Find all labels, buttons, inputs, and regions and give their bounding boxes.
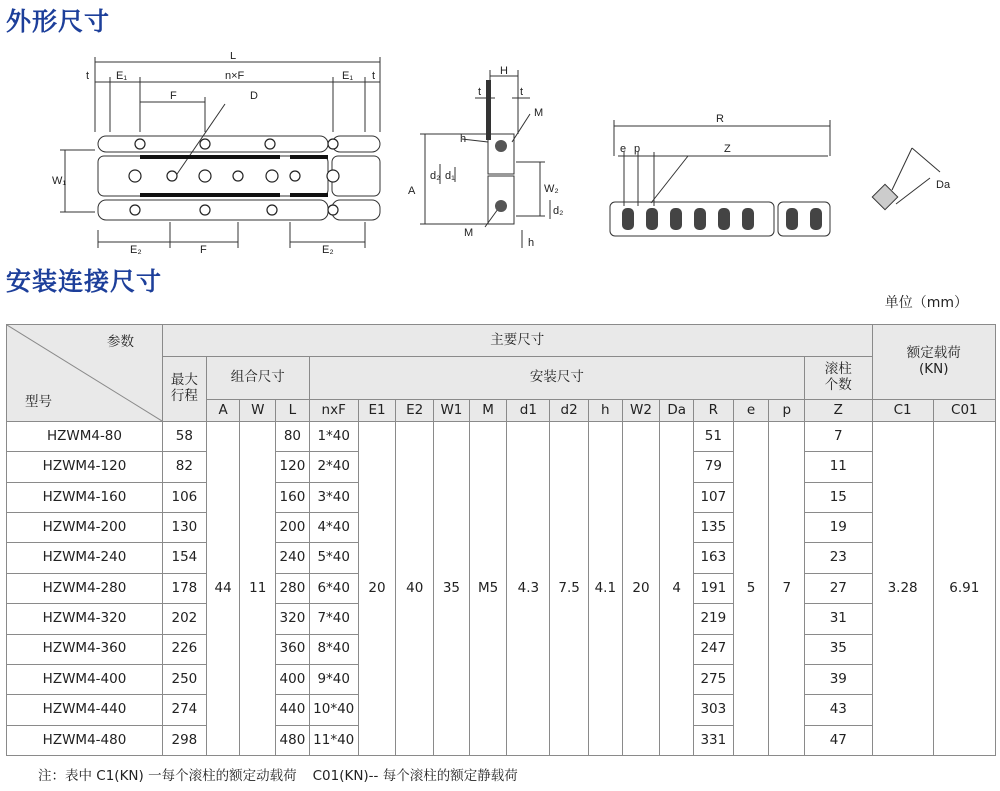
- label-A: A: [408, 185, 416, 197]
- header-combo: 组合尺寸: [206, 357, 309, 400]
- label-Da: Da: [936, 179, 951, 191]
- subheader-e: e: [733, 400, 769, 422]
- cell-stroke: 202: [162, 604, 206, 634]
- subheader-w1: W1: [434, 400, 470, 422]
- footnote-c1: 注：表中 C1(KN) 一每个滚柱的额定动载荷: [38, 768, 297, 784]
- label-F-bottom: F: [200, 244, 207, 256]
- cell-stroke: 298: [162, 725, 206, 755]
- cell-l: 360: [276, 634, 310, 664]
- cell-d1: 4.3: [507, 422, 550, 756]
- cell-z: 11: [805, 452, 872, 482]
- cell-da: 4: [660, 422, 694, 756]
- label-t-side-right: t: [520, 86, 524, 98]
- cell-r: 331: [693, 725, 733, 755]
- cell-model: HZWM4-80: [7, 422, 163, 452]
- cell-z: 7: [805, 422, 872, 452]
- cell-l: 320: [276, 604, 310, 634]
- cell-stroke: 58: [162, 422, 206, 452]
- cell-nxf: 5*40: [309, 543, 358, 573]
- cell-nxf: 6*40: [309, 573, 358, 603]
- roller-diameter-diagram: [868, 140, 968, 230]
- subheader-m: M: [469, 400, 507, 422]
- cell-nxf: 2*40: [309, 452, 358, 482]
- cell-c1: 3.28: [872, 422, 933, 756]
- cell-nxf: 10*40: [309, 695, 358, 725]
- cell-z: 27: [805, 573, 872, 603]
- cell-stroke: 274: [162, 695, 206, 725]
- label-W1: W₁: [52, 175, 67, 187]
- cell-l: 440: [276, 695, 310, 725]
- label-R: R: [716, 113, 724, 125]
- cell-e1: 20: [358, 422, 396, 756]
- corner-model-label: 型号: [25, 394, 52, 411]
- label-M-bottom: M: [464, 227, 474, 239]
- cell-e: 5: [733, 422, 769, 756]
- cell-r: 247: [693, 634, 733, 664]
- label-d2-left: d₂: [430, 170, 441, 182]
- subheader-h: h: [589, 400, 623, 422]
- cell-l: 400: [276, 664, 310, 694]
- label-M-top: M: [534, 107, 544, 119]
- cell-model: HZWM4-240: [7, 543, 163, 573]
- corner-param-label: 参数: [106, 334, 134, 350]
- cell-z: 23: [805, 543, 872, 573]
- label-Z: Z: [724, 143, 731, 155]
- cell-w: 11: [240, 422, 276, 756]
- cell-r: 219: [693, 604, 733, 634]
- cell-r: 51: [693, 422, 733, 452]
- cell-nxf: 7*40: [309, 604, 358, 634]
- header-rated: 额定载荷 (KN): [872, 325, 995, 400]
- section-title-install: 安装连接尺寸: [6, 267, 163, 296]
- label-W2: W₂: [544, 183, 559, 195]
- cell-p: 7: [769, 422, 805, 756]
- cell-model: HZWM4-400: [7, 664, 163, 694]
- cell-r: 163: [693, 543, 733, 573]
- cell-nxf: 9*40: [309, 664, 358, 694]
- cell-r: 191: [693, 573, 733, 603]
- cell-model: HZWM4-320: [7, 604, 163, 634]
- cell-l: 280: [276, 573, 310, 603]
- label-p: p: [634, 143, 641, 155]
- label-E1-right: E₁: [342, 70, 354, 82]
- cell-nxf: 8*40: [309, 634, 358, 664]
- header-rollers: 滚柱 个数: [805, 357, 872, 400]
- cell-w1: 35: [434, 422, 470, 756]
- cell-r: 135: [693, 513, 733, 543]
- footnote-c01: C01(KN)-- 每个滚柱的额定静载荷: [312, 768, 518, 784]
- label-e: e: [620, 143, 627, 155]
- cell-h: 4.1: [589, 422, 623, 756]
- section-title-shape: 外形尺寸: [6, 7, 111, 36]
- side-section-diagram: [400, 64, 570, 254]
- cell-w2: 20: [622, 422, 660, 756]
- subheader-r: R: [693, 400, 733, 422]
- cell-z: 35: [805, 634, 872, 664]
- subheader-c1: C1: [872, 400, 933, 422]
- cell-stroke: 130: [162, 513, 206, 543]
- cell-model: HZWM4-280: [7, 573, 163, 603]
- subheader-e1: E1: [358, 400, 396, 422]
- label-H: H: [500, 65, 508, 77]
- spec-table: [6, 324, 996, 756]
- unit-label: 单位（mm）: [884, 295, 968, 311]
- cell-r: 303: [693, 695, 733, 725]
- header-stroke: 最大 行程: [162, 357, 206, 422]
- cell-nxf: 1*40: [309, 422, 358, 452]
- cell-e2: 40: [396, 422, 434, 756]
- cell-l: 480: [276, 725, 310, 755]
- label-L: L: [230, 52, 237, 62]
- cell-r: 107: [693, 482, 733, 512]
- cell-nxf: 4*40: [309, 513, 358, 543]
- cell-r: 79: [693, 452, 733, 482]
- cell-l: 200: [276, 513, 310, 543]
- subheader-a: A: [206, 400, 240, 422]
- subheader-w2: W2: [622, 400, 660, 422]
- cell-nxf: 11*40: [309, 725, 358, 755]
- cell-nxf: 3*40: [309, 482, 358, 512]
- table-row: [7, 422, 996, 452]
- cell-stroke: 226: [162, 634, 206, 664]
- subheader-nxf: nxF: [309, 400, 358, 422]
- table-corner: [7, 325, 163, 422]
- cell-d2: 7.5: [550, 422, 589, 756]
- cell-model: HZWM4-160: [7, 482, 163, 512]
- label-D: D: [250, 90, 258, 102]
- cell-stroke: 178: [162, 573, 206, 603]
- subheader-d2: d2: [550, 400, 589, 422]
- cell-c01: 6.91: [933, 422, 995, 756]
- cell-model: HZWM4-360: [7, 634, 163, 664]
- cell-r: 275: [693, 664, 733, 694]
- header-install: 安装尺寸: [309, 357, 804, 400]
- label-t-right: t: [372, 70, 376, 82]
- label-nxF: n×F: [225, 70, 245, 82]
- label-t-left: t: [86, 70, 90, 82]
- roller-cage-diagram: [596, 108, 840, 242]
- cell-l: 240: [276, 543, 310, 573]
- cell-model: HZWM4-120: [7, 452, 163, 482]
- cell-z: 15: [805, 482, 872, 512]
- cell-z: 39: [805, 664, 872, 694]
- cell-stroke: 250: [162, 664, 206, 694]
- subheader-c01: C01: [933, 400, 995, 422]
- cell-a: 44: [206, 422, 240, 756]
- label-h-bottom: h: [528, 237, 535, 249]
- cell-z: 47: [805, 725, 872, 755]
- label-E2-right: E₂: [322, 244, 334, 256]
- cell-model: HZWM4-480: [7, 725, 163, 755]
- label-E1-left: E₁: [116, 70, 128, 82]
- header-main: 主要尺寸: [162, 325, 872, 357]
- cell-model: HZWM4-440: [7, 695, 163, 725]
- subheader-da: Da: [660, 400, 694, 422]
- label-d1-left: d₁: [445, 170, 455, 182]
- subheader-z: Z: [805, 400, 872, 422]
- cell-l: 120: [276, 452, 310, 482]
- cell-m: M5: [469, 422, 507, 756]
- cell-l: 80: [276, 422, 310, 452]
- cell-z: 19: [805, 513, 872, 543]
- cell-model: HZWM4-200: [7, 513, 163, 543]
- cell-stroke: 154: [162, 543, 206, 573]
- cell-z: 43: [805, 695, 872, 725]
- subheader-d1: d1: [507, 400, 550, 422]
- subheader-p: p: [769, 400, 805, 422]
- cell-stroke: 106: [162, 482, 206, 512]
- label-E2-left: E₂: [130, 244, 142, 256]
- subheader-w: W: [240, 400, 276, 422]
- label-F-top: F: [170, 90, 177, 102]
- footnote: [38, 764, 534, 784]
- subheader-e2: E2: [396, 400, 434, 422]
- front-view-diagram: [50, 52, 400, 257]
- label-d2-right: d₂: [553, 205, 564, 217]
- cell-l: 160: [276, 482, 310, 512]
- label-h-top: h: [460, 133, 467, 145]
- cell-stroke: 82: [162, 452, 206, 482]
- cell-z: 31: [805, 604, 872, 634]
- subheader-l: L: [276, 400, 310, 422]
- label-t-side-left: t: [478, 86, 482, 98]
